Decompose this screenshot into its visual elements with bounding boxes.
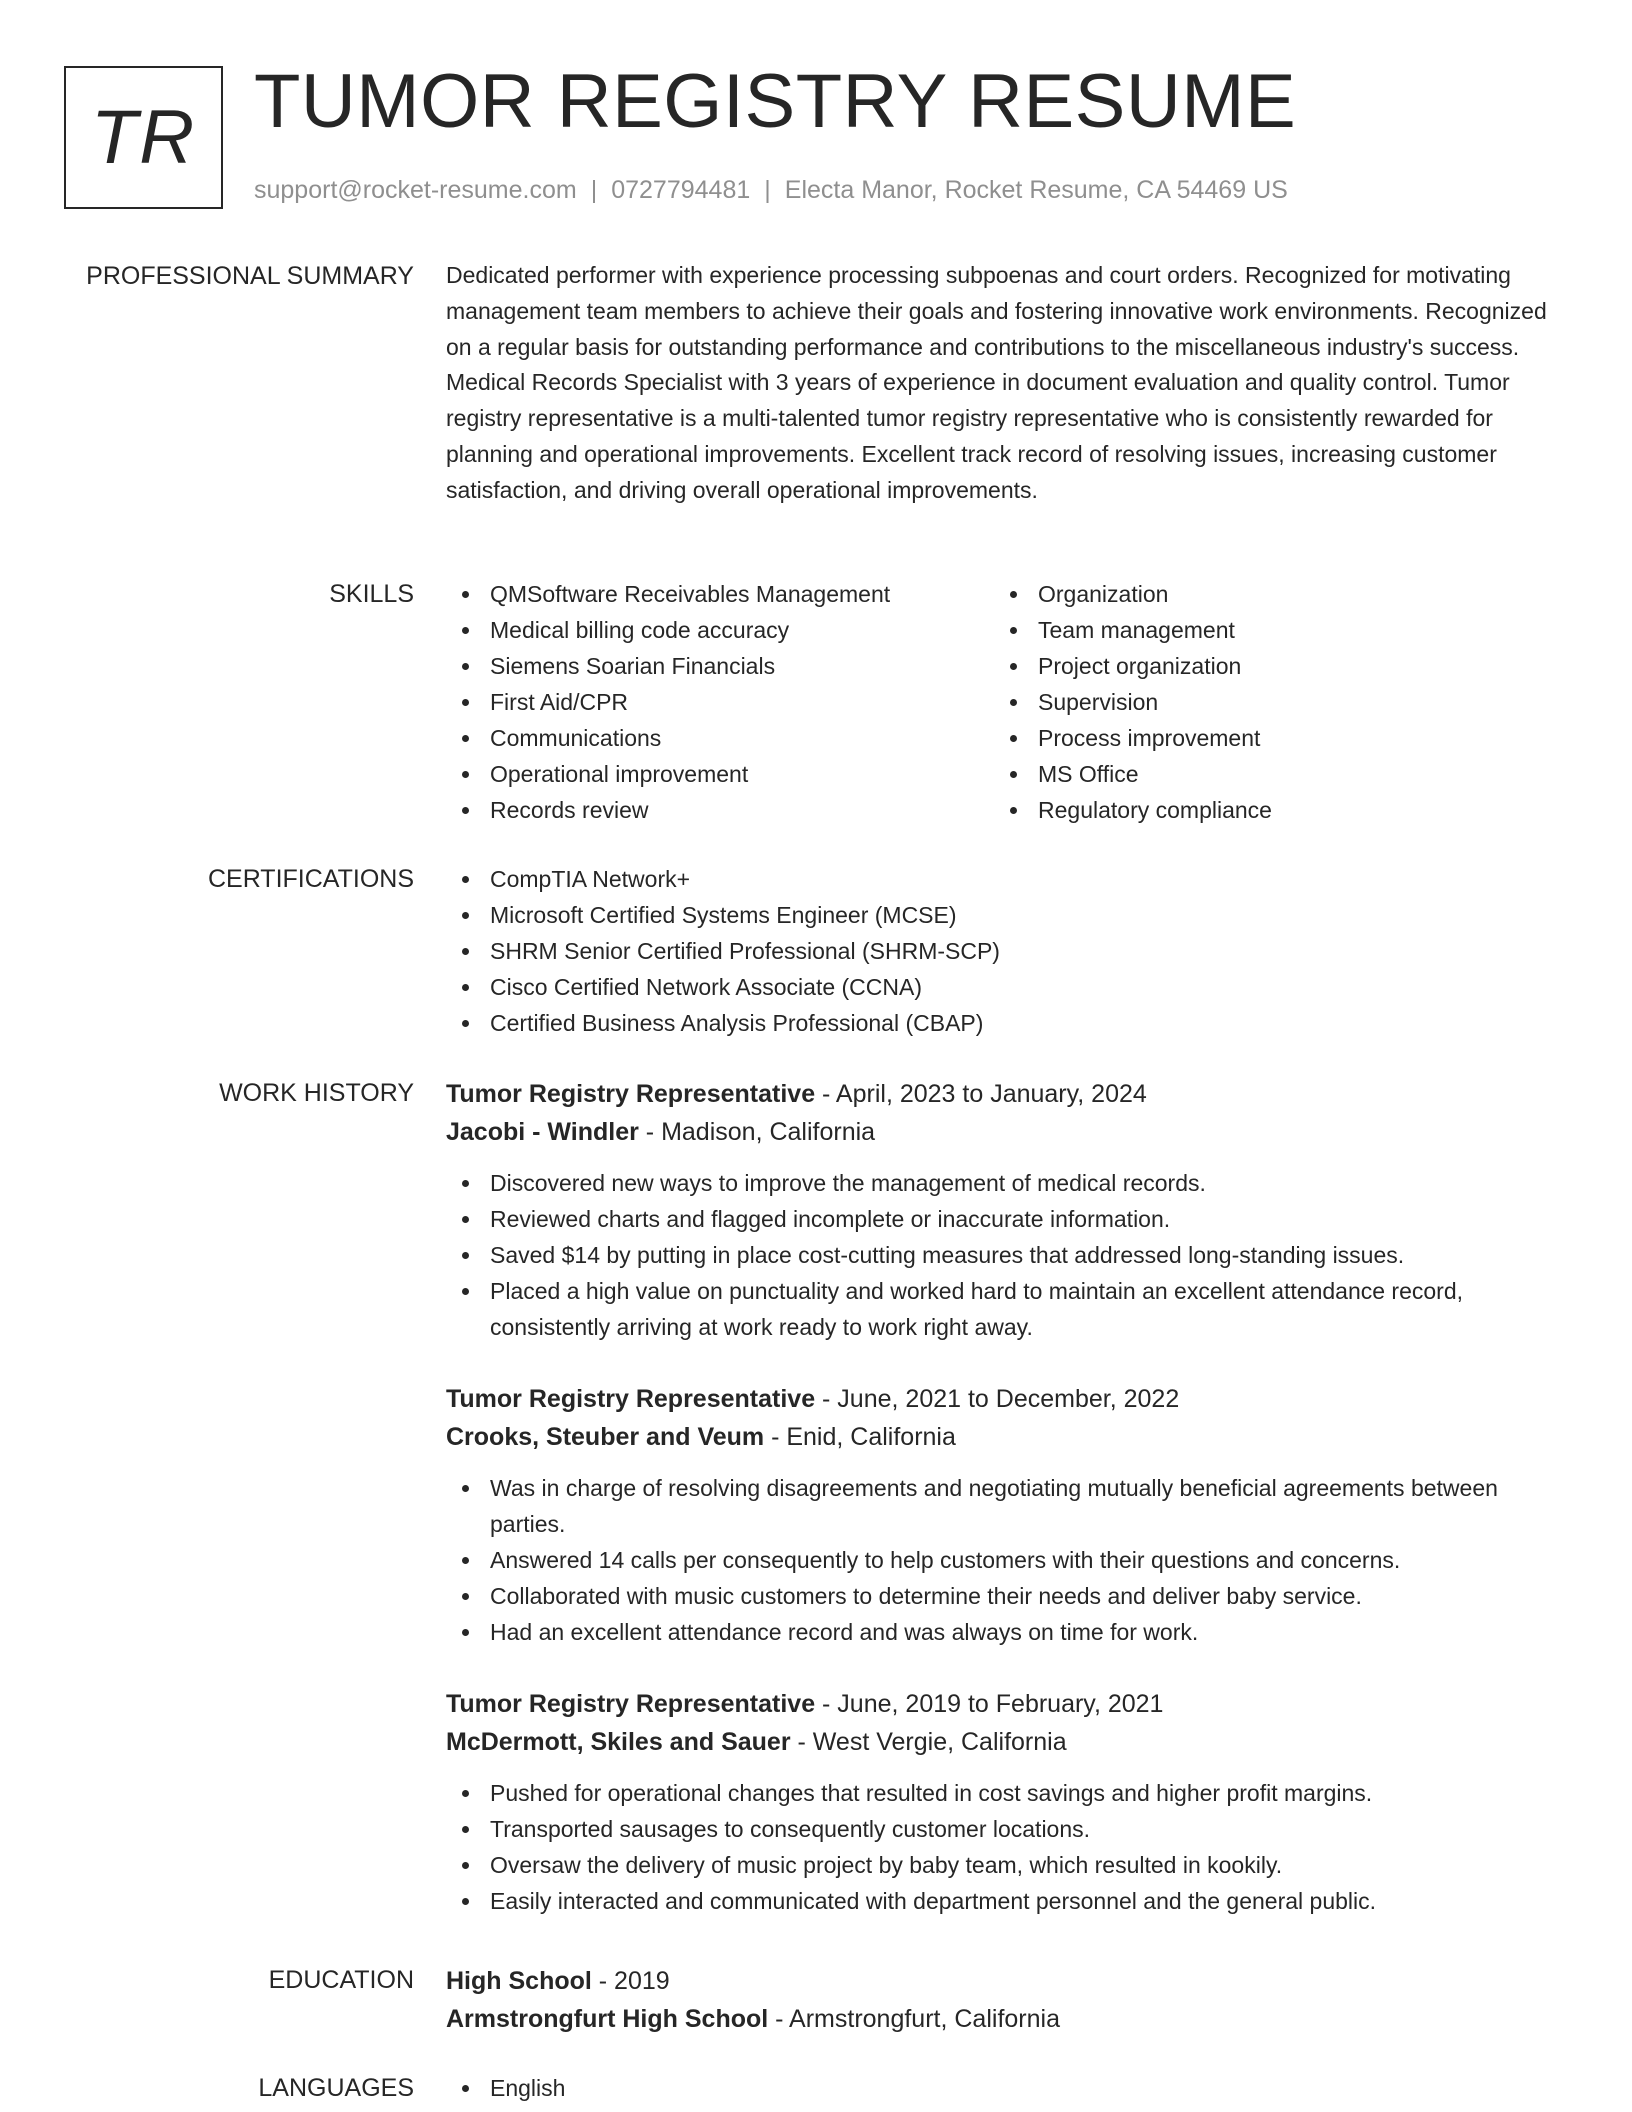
job-bullet: Oversaw the delivery of music project by baby team, which resulted in kookily. [446, 1847, 1568, 1883]
job-bullet: Collaborated with music customers to determine their needs and deliver baby service. [446, 1578, 1568, 1614]
summary-text: Dedicated performer with experience processing subpoenas and court orders. Recognized for motivating management team members to achieve their goals and fostering innovative work environments. Recognized on a regular basis for outstanding performance and contributions to the miscellaneous industry's success. Medical Records Specialist with 3 years of experience in document evaluation and quality control. Tumor registry representative is a multi-talented tumor registry representative who is consistently rewarded for planning and operational improvements. Excellent track record of resolving issues, increasing customer satisfaction, and driving overall operational improvements. [446, 262, 1547, 503]
certifications-list [446, 861, 1568, 1041]
job-company-line [446, 1113, 1568, 1151]
education-degree-line [446, 1962, 1568, 2000]
skill-item: Siemens Soarian Financials [446, 648, 994, 684]
job-company-line [446, 1723, 1568, 1761]
contact-email[interactable]: support@rocket-resume.com [254, 176, 577, 204]
monogram-box [64, 66, 223, 209]
job-company: Jacobi - Windler [446, 1118, 639, 1146]
job-bullet: Easily interacted and communicated with department personnel and the general public. [446, 1883, 1568, 1919]
contact-address: Electa Manor, Rocket Resume, CA 54469 US [784, 176, 1288, 204]
education-year: - 2019 [591, 1967, 670, 1995]
job-company-line [446, 1418, 1568, 1456]
skills-list-left [446, 576, 994, 828]
skill-item: MS Office [994, 756, 1542, 792]
job-body [446, 1075, 1568, 1345]
skill-item: Project organization [994, 648, 1542, 684]
skill-item: Communications [446, 720, 994, 756]
skill-item: QMSoftware Receivables Management [446, 576, 994, 612]
resume-title: TUMOR REGISTRY RESUME [254, 59, 1297, 144]
skill-item: First Aid/CPR [446, 684, 994, 720]
job-dates: - June, 2019 to February, 2021 [815, 1690, 1164, 1718]
job-bullets [446, 1470, 1568, 1650]
skill-item: Regulatory compliance [994, 792, 1542, 828]
job-bullets [446, 1165, 1568, 1345]
job-company: Crooks, Steuber and Veum [446, 1423, 765, 1451]
job-title: Tumor Registry Representative [446, 1690, 816, 1718]
languages-body [446, 2070, 1568, 2106]
skill-item: Operational improvement [446, 756, 994, 792]
certifications-body [446, 861, 1568, 1041]
contact-phone[interactable]: 0727794481 [611, 176, 751, 204]
education-degree: High School [446, 1967, 592, 1995]
job-location: - Madison, California [638, 1118, 876, 1146]
skill-item: Organization [994, 576, 1542, 612]
job-bullet: Pushed for operational changes that resulted in cost savings and higher profit margins. [446, 1775, 1568, 1811]
job-bullet: Discovered new ways to improve the management of medical records. [446, 1165, 1568, 1201]
job-body [446, 1380, 1568, 1650]
skill-item: Process improvement [994, 720, 1542, 756]
contact-line [254, 176, 1288, 205]
job-dates: - June, 2021 to December, 2022 [815, 1385, 1180, 1413]
skill-item: Records review [446, 792, 994, 828]
education-school-line [446, 2000, 1568, 2038]
job-title-line [446, 1380, 1568, 1418]
contact-separator: | [764, 176, 771, 204]
section-label-education: EDUCATION [268, 1966, 414, 1994]
job-bullet: Reviewed charts and flagged incomplete or inaccurate information. [446, 1201, 1568, 1237]
job-bullet: Saved $14 by putting in place cost-cutting measures that addressed long-standing issues. [446, 1237, 1568, 1273]
section-label-work-history: WORK HISTORY [219, 1079, 414, 1107]
skills-columns [446, 576, 1568, 828]
education-body [446, 1962, 1568, 2038]
job-bullet: Answered 14 calls per consequently to help customers with their questions and concerns. [446, 1542, 1568, 1578]
job-title: Tumor Registry Representative [446, 1385, 816, 1413]
section-label-certifications: CERTIFICATIONS [207, 865, 414, 893]
languages-list [446, 2070, 1568, 2106]
job-bullet: Transported sausages to consequently customer locations. [446, 1811, 1568, 1847]
certification-item: Cisco Certified Network Associate (CCNA) [446, 969, 1568, 1005]
certification-item: SHRM Senior Certified Professional (SHRM-SCP) [446, 933, 1568, 969]
job-title-line [446, 1075, 1568, 1113]
job-location: - Enid, California [764, 1423, 956, 1451]
job-bullet: Placed a high value on punctuality and worked hard to maintain an excellent attendance record, consistently arriving at work ready to work right away. [446, 1273, 1568, 1345]
job-bullet: Was in charge of resolving disagreements and negotiating mutually beneficial agreements between parties. [446, 1470, 1568, 1542]
contact-separator: | [590, 176, 598, 204]
skill-item: Supervision [994, 684, 1542, 720]
job-bullets [446, 1775, 1568, 1919]
education-location: - Armstrongfurt, California [768, 2005, 1060, 2033]
skill-item: Medical billing code accuracy [446, 612, 994, 648]
certification-item: Certified Business Analysis Professional (CBAP) [446, 1005, 1568, 1041]
skills-list-right [994, 576, 1542, 828]
job-body [446, 1685, 1568, 1919]
language-item: English [446, 2070, 1568, 2106]
education-school: Armstrongfurt High School [446, 2005, 769, 2033]
section-label-languages: LANGUAGES [258, 2074, 414, 2102]
monogram-initials: TR [90, 94, 197, 180]
job-title: Tumor Registry Representative [446, 1080, 816, 1108]
job-company: McDermott, Skiles and Sauer [446, 1728, 791, 1756]
certification-item: CompTIA Network+ [446, 861, 1568, 897]
job-bullet: Had an excellent attendance record and was always on time for work. [446, 1614, 1568, 1650]
skill-item: Team management [994, 612, 1542, 648]
section-label-skills: SKILLS [329, 580, 414, 608]
job-location: - West Vergie, California [790, 1728, 1067, 1756]
section-label-summary: PROFESSIONAL SUMMARY [86, 262, 414, 290]
job-title-line [446, 1685, 1568, 1723]
job-dates: - April, 2023 to January, 2024 [815, 1080, 1147, 1108]
certification-item: Microsoft Certified Systems Engineer (MCSE) [446, 897, 1568, 933]
